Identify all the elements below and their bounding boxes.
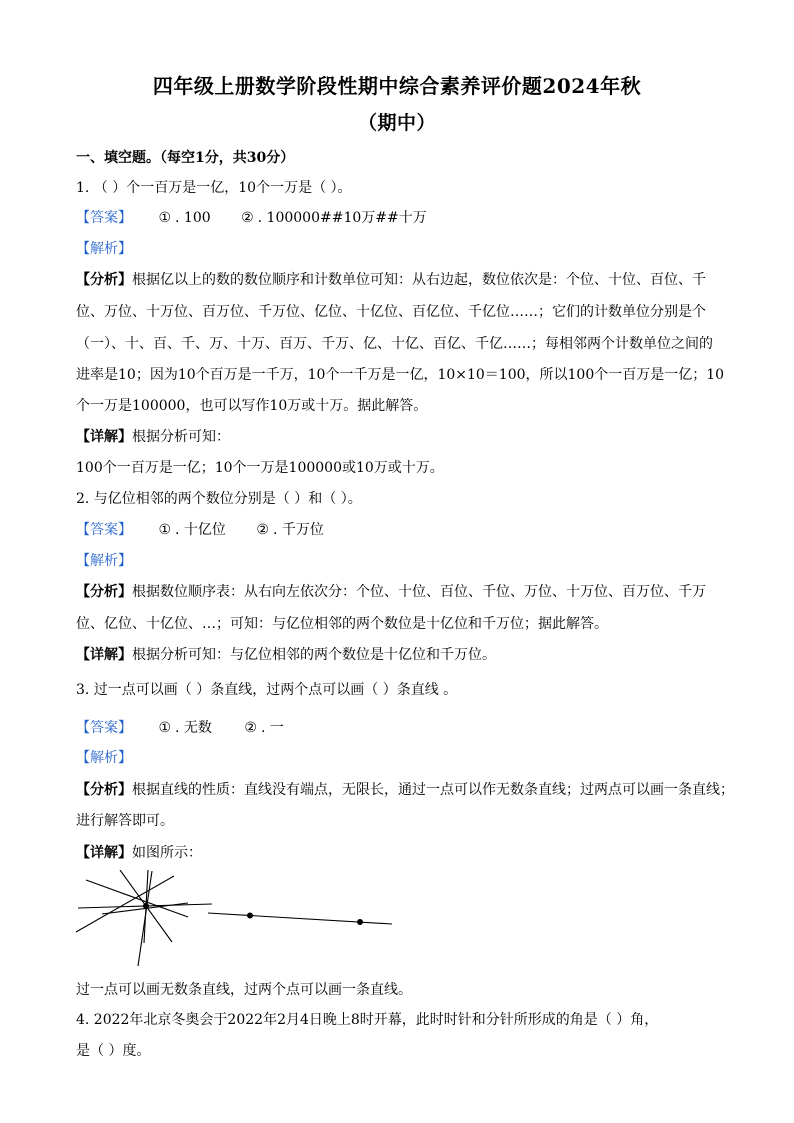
- circle-2-marker: ②: [256, 522, 269, 538]
- q1-answer-2: [241, 208, 427, 228]
- line-through-point: [138, 871, 152, 966]
- q2-answer-1: [158, 520, 225, 540]
- q2-answer-1-text: . 十亿位: [175, 522, 226, 538]
- q2-fenxi-line-1: [76, 582, 718, 602]
- q1-answer-1: [158, 208, 210, 228]
- circle-2-marker: ②: [244, 720, 257, 736]
- q3-answer-1: [158, 718, 211, 738]
- question-4-line-2: 是（ ）度。: [76, 1043, 151, 1059]
- q3-conclusion: 过一点可以画无数条直线，过两个点可以画一条直线。: [76, 982, 412, 998]
- point-a: [247, 913, 253, 919]
- q3-answer-row: [76, 718, 718, 738]
- xiangjie-label: 【详解】: [76, 845, 132, 861]
- q2-fenxi-line-2: 位、亿位、十亿位、…；可知：与亿位相邻的两个数位是十亿位和千万位；据此解答。: [76, 616, 608, 632]
- circle-1-marker: ①: [158, 720, 172, 736]
- fenxi-label: 【分析】: [76, 584, 132, 600]
- q2-analysis-label: [76, 551, 718, 571]
- page-title: 四年级上册数学阶段性期中综合素养评价题2024年秋: [152, 74, 642, 98]
- analysis-label: 【解析】: [76, 241, 132, 257]
- analysis-label: 【解析】: [76, 750, 132, 766]
- page-subtitle: （期中）: [357, 112, 436, 134]
- star-lines: [76, 870, 212, 966]
- q2-answer-row: [76, 520, 718, 540]
- q1-fenxi-text-1: 根据亿以上的数的数位顺序和计数单位可知：从右边起，数位依次是：个位、十位、百位、千: [132, 272, 706, 288]
- q2-answer-2: [256, 520, 323, 540]
- question-3: 3. 过一点可以画（ ）条直线，过两个点可以画（ ）条直线 。: [76, 682, 458, 698]
- answer-label: 【答案】: [76, 522, 132, 538]
- q3-answer-2-text: . 一: [260, 720, 284, 736]
- q1-answer-1-text: . 100: [175, 210, 211, 226]
- q3-xiangjie-text: 如图所示：: [132, 845, 202, 861]
- question-4-line-1: 4. 2022年北京冬奥会于2022年2月4日晚上8时开幕，此时时针和分针所形成的角是（ ）角，: [76, 1012, 659, 1028]
- xiangjie-label: 【详解】: [76, 429, 132, 445]
- lines-figure: [70, 870, 410, 970]
- q2-xiangjie-row: [76, 645, 718, 665]
- q1-fenxi-line-5: 个一万是100000，也可以写作10万或十万。据此解答。: [76, 398, 428, 414]
- q3-fenxi-text-1: 根据直线的性质：直线没有端点，无限长，通过一点可以作无数条直线；过两点可以画一条直线；: [132, 782, 734, 798]
- q1-xiangjie-row: [76, 427, 718, 447]
- xiangjie-label: 【详解】: [76, 647, 132, 663]
- q1-analysis-label: [76, 239, 718, 259]
- center-point: [143, 903, 149, 909]
- q1-fenxi-line-3: （一）、十、百、千、万、十万、百万、千万、亿、十亿、百亿、千亿……；每相邻两个计数单位之间的: [76, 336, 713, 352]
- circle-2-marker: ②: [241, 210, 254, 226]
- section-heading: 一、填空题。（每空1分，共30分）: [76, 150, 295, 166]
- point-b: [357, 919, 363, 925]
- question-2: 2. 与亿位相邻的两个数位分别是（ ）和（ ）。: [76, 491, 362, 507]
- q1-fenxi-line-4: 进率是10；因为10个百万是一千万，10个一千万是一亿，10×10＝100，所以100个一百万是一亿；10: [76, 367, 725, 383]
- q1-fenxi-line-1: [76, 270, 718, 290]
- question-1: 1. （ ）个一百万是一亿，10个一万是（ ）。: [76, 180, 352, 196]
- q3-xiangjie-row: [76, 843, 718, 863]
- answer-label: 【答案】: [76, 720, 132, 736]
- q3-answer-2: [244, 718, 283, 738]
- q1-xiangjie-text: 根据分析可知：: [132, 429, 230, 445]
- answer-label: 【答案】: [76, 210, 132, 226]
- circle-1-marker: ①: [158, 210, 172, 226]
- analysis-label: 【解析】: [76, 553, 132, 569]
- q3-fenxi-line-1: [76, 780, 734, 800]
- q2-fenxi-text-1: 根据数位顺序表：从右向左依次分：个位、十位、百位、千位、万位、十万位、百万位、千万: [132, 584, 706, 600]
- q3-analysis-label: [76, 748, 718, 768]
- q2-answer-2-text: . 千万位: [272, 522, 324, 538]
- q1-answer-2-text: . 100000##10万##十万: [257, 210, 427, 226]
- line-through-two-points: [208, 913, 392, 924]
- circle-1-marker: ①: [158, 522, 172, 538]
- fenxi-label: 【分析】: [76, 782, 132, 798]
- fenxi-label: 【分析】: [76, 272, 132, 288]
- line-through-point: [86, 880, 188, 917]
- q2-xiangjie-text: 根据分析可知：与亿位相邻的两个数位是十亿位和千万位。: [132, 647, 496, 663]
- q1-fenxi-line-2: 位、万位、十万位、百万位、千万位、亿位、十亿位、百亿位、千亿位……；它们的计数单位分别是个: [76, 304, 706, 320]
- q3-answer-1-text: . 无数: [175, 720, 212, 736]
- q3-fenxi-line-2: 进行解答即可。: [76, 813, 174, 829]
- q1-answer-row: [76, 208, 718, 228]
- q1-xiangjie-line: 100个一百万是一亿；10个一万是100000或10万或十万。: [76, 460, 444, 476]
